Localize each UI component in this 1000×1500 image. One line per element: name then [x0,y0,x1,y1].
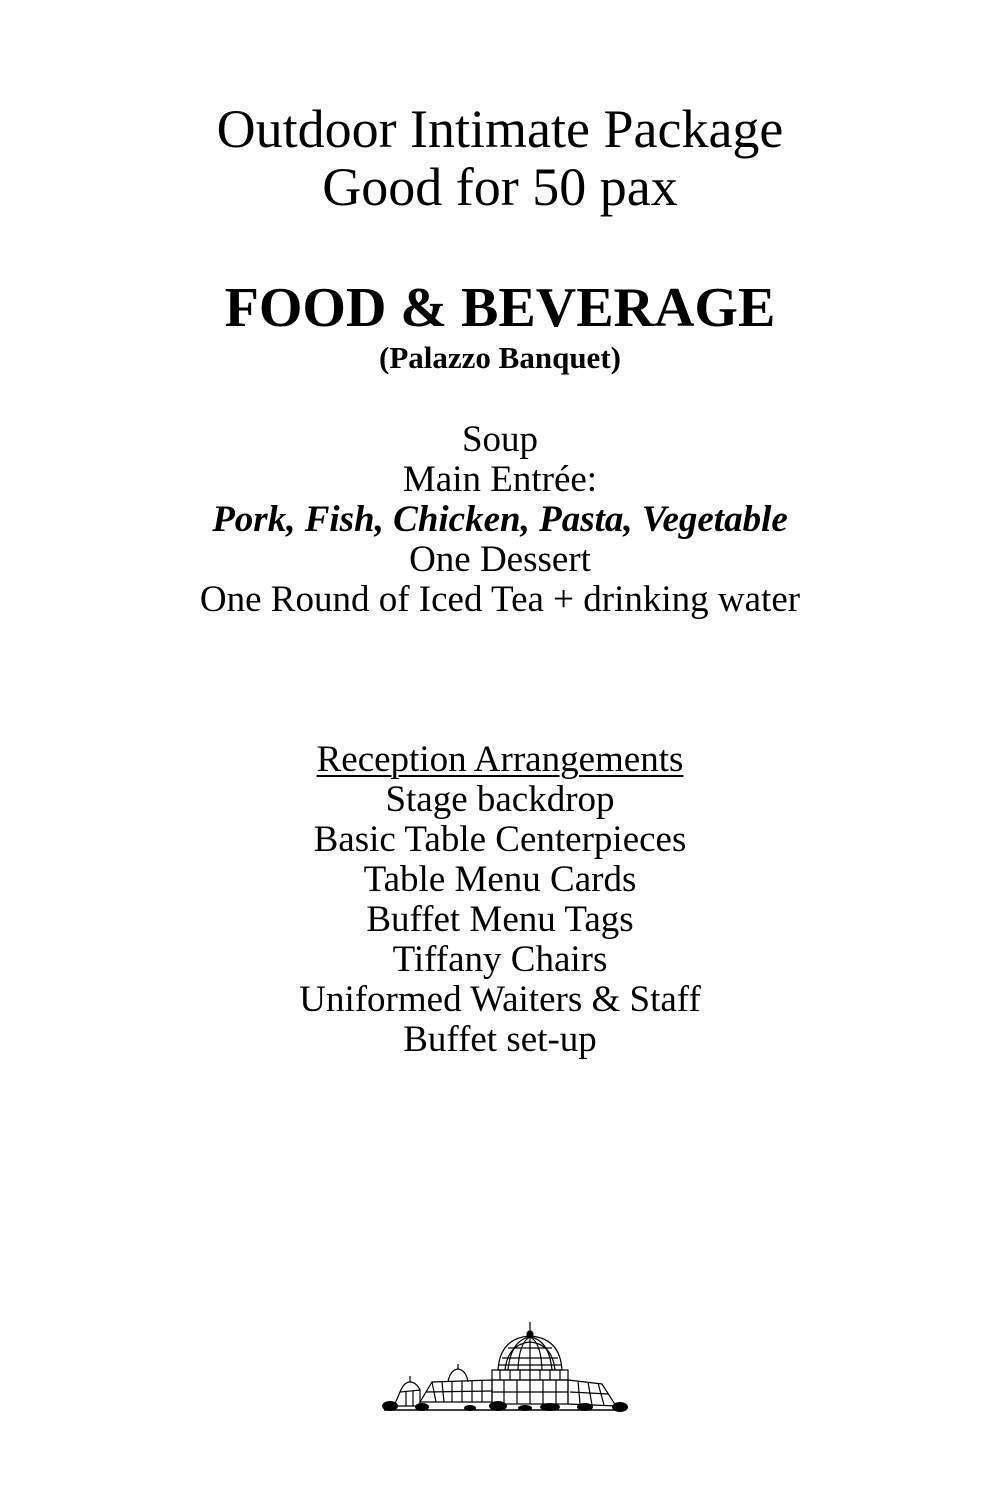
reception-list [0,740,1000,1060]
reception-item: Table Menu Cards [363,859,637,900]
conservatory-dome-icon [380,1320,630,1415]
page-subtitle: Good for 50 pax [322,157,678,217]
reception-item: Buffet set-up [403,1019,597,1060]
reception-item: Uniformed Waiters & Staff [299,979,701,1020]
reception-item: Buffet Menu Tags [366,899,634,940]
title-block [0,100,1000,216]
menu-list [0,420,1000,620]
menu-item-drinks: One Round of Iced Tea + drinking water [199,579,801,620]
page-title: Outdoor Intimate Package [216,99,784,159]
menu-item-dessert: One Dessert [409,539,591,580]
menu-item-soup: Soup [461,419,539,460]
food-beverage-heading: FOOD & BEVERAGE [224,277,776,339]
reception-item: Basic Table Centerpieces [313,819,687,860]
reception-heading: Reception Arrangements [316,739,684,780]
reception-item: Stage backdrop [385,779,615,820]
menu-item-main-entree: Main Entrée: [402,459,598,500]
reception-item: Tiffany Chairs [392,939,608,980]
menu-item-entree-options: Pork, Fish, Chicken, Pasta, Vegetable [212,499,788,540]
food-beverage-subheading: (Palazzo Banquet) [379,340,621,375]
